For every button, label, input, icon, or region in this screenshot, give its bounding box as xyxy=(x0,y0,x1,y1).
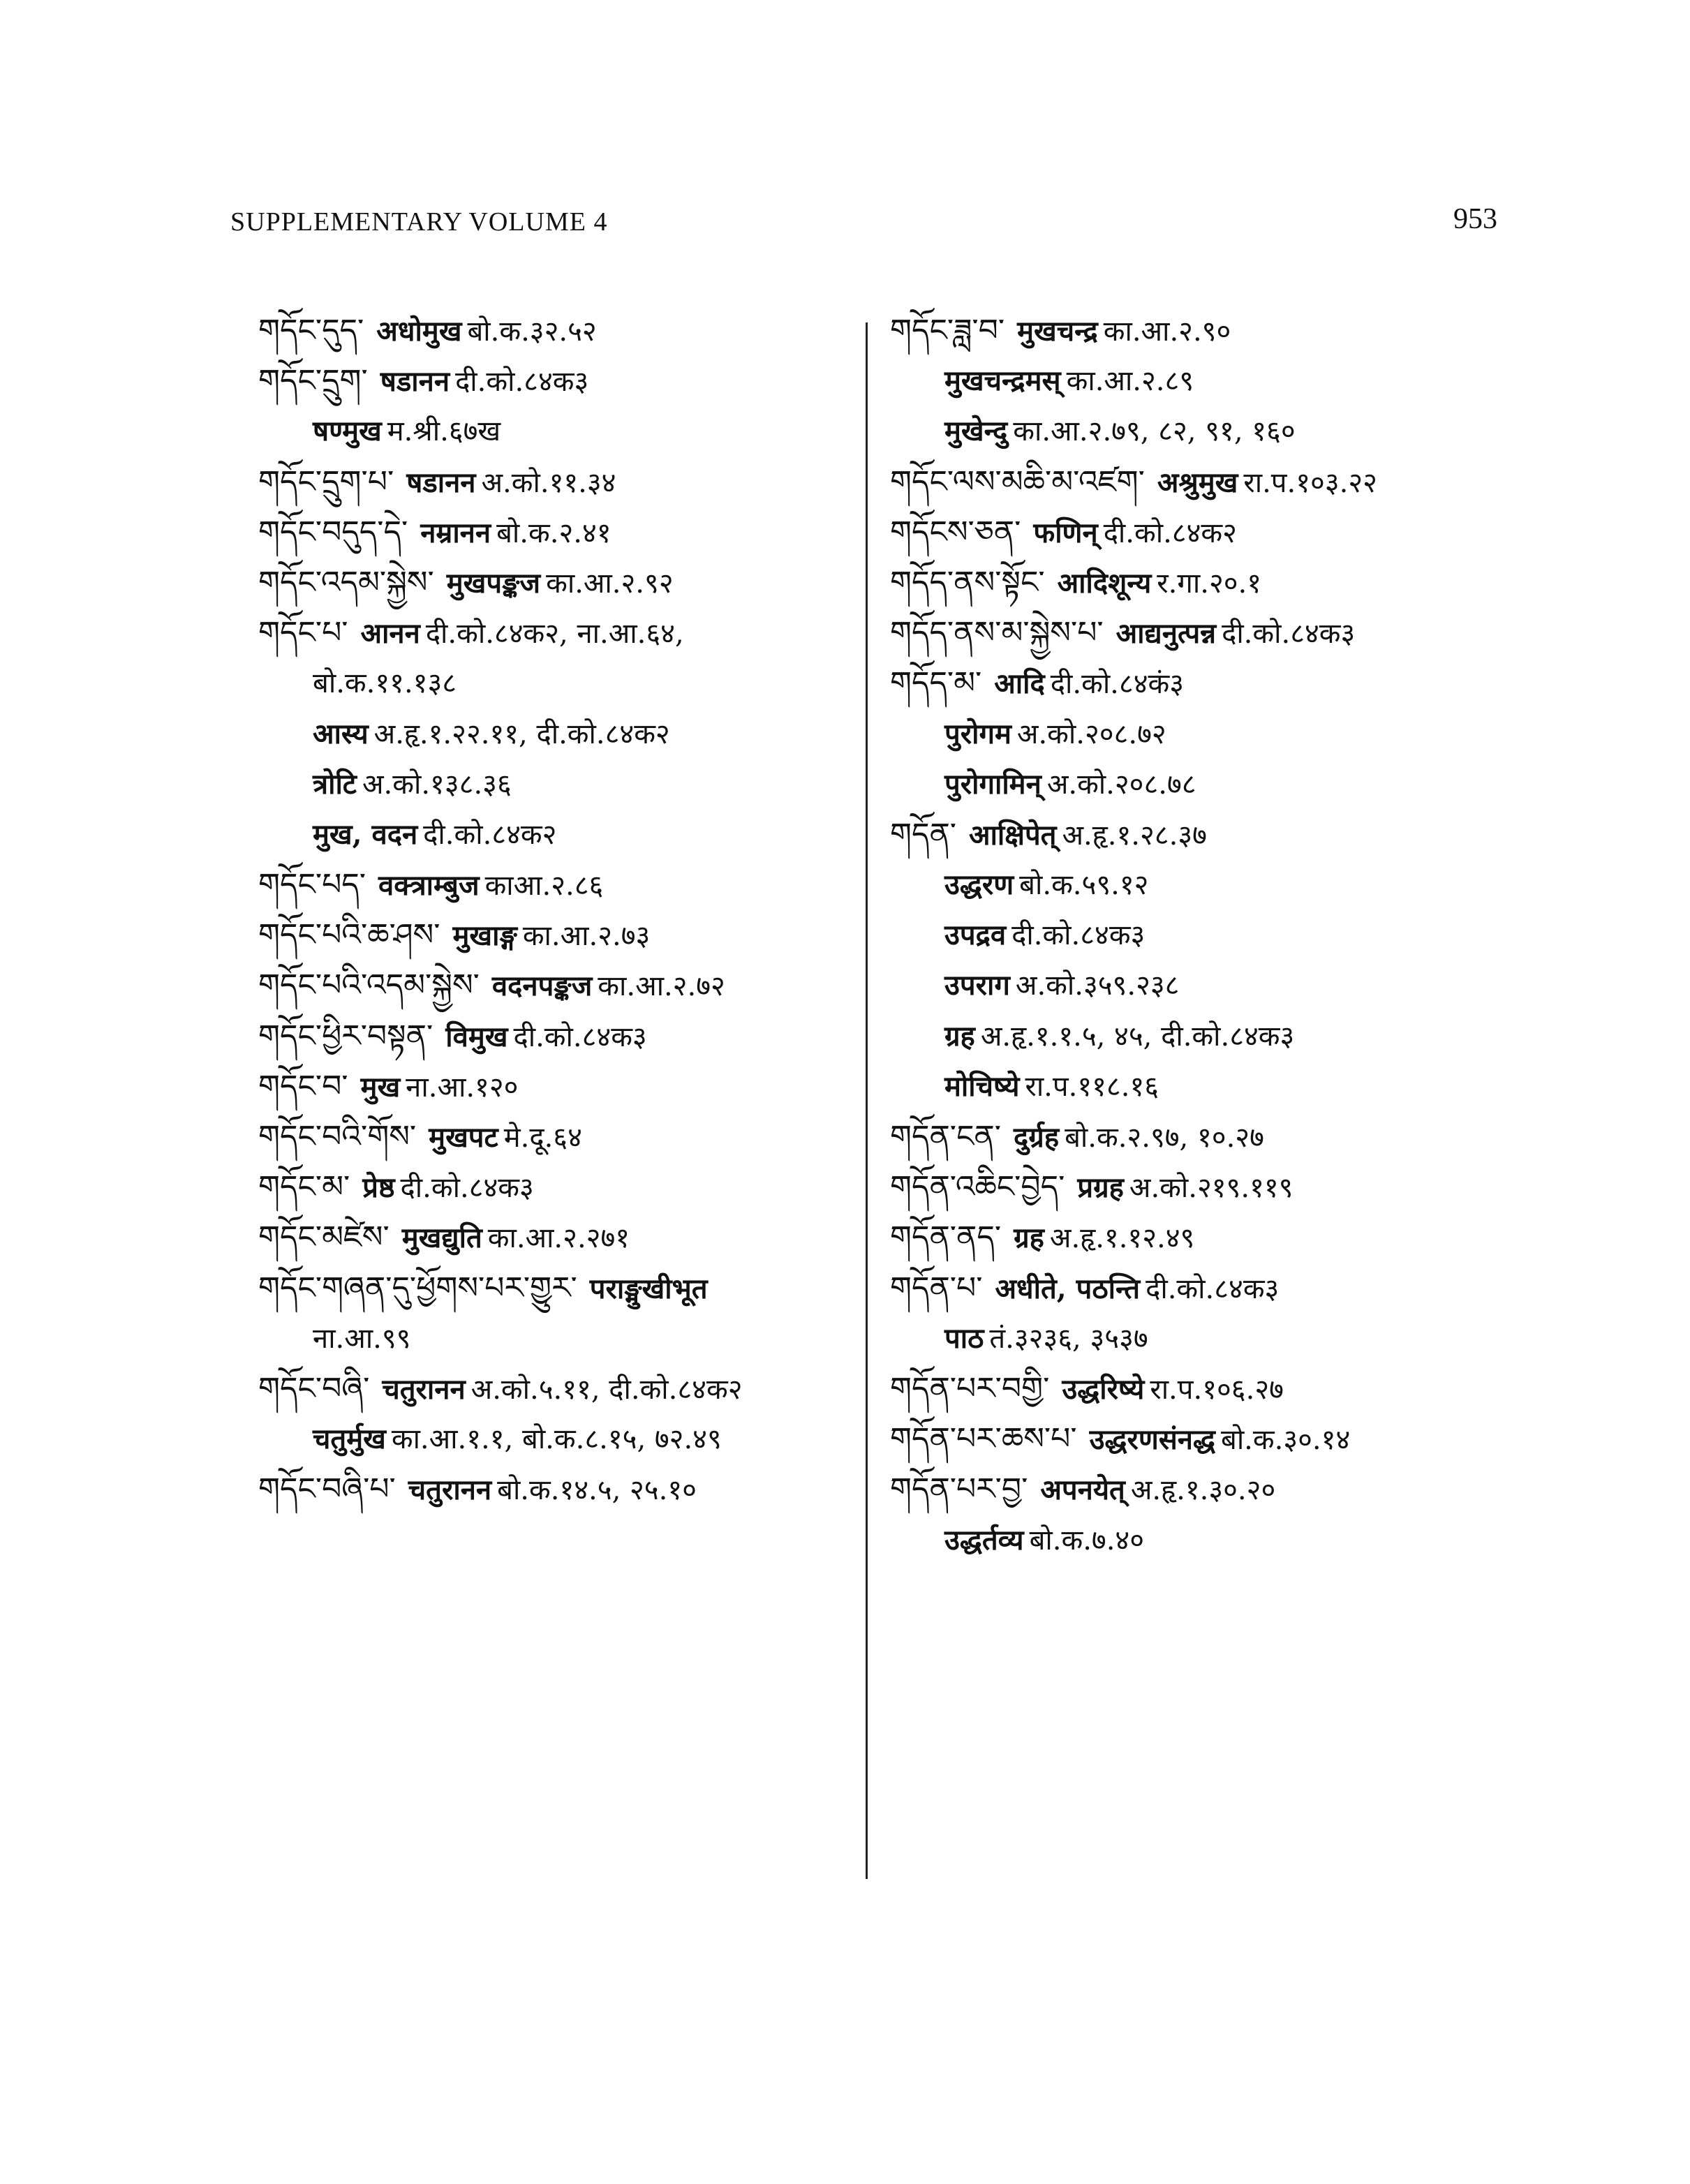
dictionary-entry xyxy=(890,306,1504,356)
source-reference: दी.को.८४क३ xyxy=(400,1172,534,1205)
dictionary-entry xyxy=(258,1263,852,1314)
sanskrit-equivalent: उद्धरिष्ये xyxy=(1062,1372,1145,1406)
sanskrit-equivalent: विमुख xyxy=(445,1020,508,1053)
source-reference: अ.को.११.३४ xyxy=(481,466,616,499)
source-reference: अ.हृ.१.२८.३७ xyxy=(1062,819,1207,852)
source-reference: मे.दू.६४ xyxy=(503,1122,582,1154)
sanskrit-equivalent: मोचिष्ये xyxy=(944,1069,1020,1103)
sub-entry-line xyxy=(258,709,852,759)
dictionary-entry xyxy=(258,558,852,608)
sub-entry-line xyxy=(890,1314,1504,1364)
dictionary-entry xyxy=(890,1162,1504,1212)
sub-entry-line xyxy=(890,1011,1504,1062)
source-reference: अ.हृ.१.२२.११, दी.को.८४क२ xyxy=(373,718,670,750)
tibetan-headword: གདོང་པ་ xyxy=(258,615,348,651)
sanskrit-equivalent: षडानन xyxy=(406,466,476,499)
sanskrit-equivalent: प्रेष्ठ xyxy=(362,1171,395,1205)
sanskrit-equivalent: मुखद्युति xyxy=(401,1221,482,1255)
sanskrit-equivalent: दुर्ग्रह xyxy=(1014,1121,1060,1154)
source-reference: अ.को.२१९.११९ xyxy=(1129,1172,1294,1205)
sub-entry-line xyxy=(890,709,1504,759)
source-reference: दी.को.८४क२ xyxy=(1103,517,1237,549)
dictionary-entry xyxy=(258,457,852,507)
sanskrit-equivalent: प्रग्रह xyxy=(1077,1171,1124,1205)
column-divider xyxy=(866,322,868,1879)
dictionary-entry xyxy=(890,658,1504,708)
dictionary-entry xyxy=(258,306,852,356)
tibetan-headword: གདོད་མ་ xyxy=(890,665,982,701)
sanskrit-equivalent: नम्रानन xyxy=(420,516,491,549)
tibetan-headword: གདོང་གཞན་དུ་ཕྱོགས་པར་གྱུར་ xyxy=(258,1270,577,1306)
sanskrit-equivalent: आद्यनुत्पन्न xyxy=(1115,617,1217,651)
source-reference: दी.को.८४क३ xyxy=(1222,618,1356,651)
sanskrit-equivalent: चतुर्मुख xyxy=(313,1422,386,1456)
sanskrit-equivalent: वदनपङ्कज xyxy=(491,970,593,1003)
left-column xyxy=(258,306,852,1515)
sanskrit-equivalent: षडानन xyxy=(380,365,450,399)
tibetan-headword: གདོང་མཛེས་ xyxy=(258,1219,390,1256)
dictionary-entry xyxy=(258,910,852,960)
tibetan-headword: གདོང་བཞི་ xyxy=(258,1370,370,1406)
dictionary-entry xyxy=(890,608,1504,658)
sanskrit-equivalent: अधीते, पठन्ति xyxy=(995,1272,1141,1305)
source-reference: ना.आ.९९ xyxy=(313,1322,411,1355)
sanskrit-equivalent: मुखाङ्ग xyxy=(452,919,517,953)
source-reference: बो.क.५९.१२ xyxy=(1019,869,1149,902)
source-reference: बो.क.१४.५, २५.१० xyxy=(497,1474,697,1507)
source-reference: दी.को.८४क२, ना.आ.६४, xyxy=(425,618,684,651)
sub-entry-line xyxy=(890,1062,1504,1112)
source-reference: रा.प.१०६.२७ xyxy=(1150,1373,1284,1406)
sanskrit-equivalent: ग्रह xyxy=(1014,1221,1044,1255)
source-reference: अ.को.३५९.२३८ xyxy=(1015,970,1180,1002)
dictionary-entry xyxy=(258,860,852,910)
tibetan-headword: གདོང་བཞི་པ་ xyxy=(258,1471,396,1508)
dictionary-entry xyxy=(258,1062,852,1112)
tibetan-headword: གདོན་པ་ xyxy=(890,1270,983,1306)
right-column xyxy=(890,306,1504,1566)
tibetan-headword: གདོང་མ་ xyxy=(258,1169,350,1205)
dictionary-entry xyxy=(890,457,1504,507)
source-reference: अ.हृ.१.१२.४९ xyxy=(1049,1222,1195,1255)
sanskrit-equivalent: आनन xyxy=(360,617,420,651)
sanskrit-equivalent: पुरोगामिन् xyxy=(944,767,1042,801)
sanskrit-equivalent: उद्धरण xyxy=(944,868,1014,902)
source-reference: दी.को.८४क२ xyxy=(423,818,557,851)
sanskrit-equivalent: मुख xyxy=(360,1070,401,1104)
sub-entry-line xyxy=(890,910,1504,960)
tibetan-headword: གདོང་དྲུག་པ་ xyxy=(258,463,394,500)
tibetan-headword: གདོན་པར་ཆས་པ་ xyxy=(890,1421,1077,1457)
dictionary-entry xyxy=(258,1011,852,1062)
sanskrit-equivalent: मुख, वदन xyxy=(313,817,418,851)
source-reference: र.गा.२०.१ xyxy=(1157,567,1262,600)
tibetan-headword: གདོང་ཕྱིར་བསྟན་ xyxy=(258,1018,433,1054)
sub-entry-line xyxy=(258,810,852,860)
tibetan-headword: གདོན་ xyxy=(890,816,957,852)
sanskrit-equivalent: उपद्रव xyxy=(944,919,1007,952)
tibetan-headword: གདོང་བདུད་དེ་ xyxy=(258,514,408,550)
tibetan-headword: གདོང་བ་ xyxy=(258,1068,348,1104)
dictionary-entry xyxy=(890,1364,1504,1414)
tibetan-headword: གདོང་ཟླ་བ་ xyxy=(890,313,1005,348)
source-reference: का.आ.२.७२ xyxy=(598,970,725,1003)
source-reference: ना.आ.१२० xyxy=(406,1071,519,1104)
source-reference: बो.क.७.४० xyxy=(1029,1524,1145,1557)
tibetan-headword: གདོང་པའི་ཆ་ཤས་ xyxy=(258,917,440,953)
running-head: SUPPLEMENTARY VOLUME 4 xyxy=(230,207,608,237)
source-reference: दी.को.८४क३ xyxy=(1146,1272,1280,1305)
dictionary-entry xyxy=(890,810,1504,860)
sanskrit-equivalent: पराङ्मुखीभूत xyxy=(589,1272,708,1305)
sub-entry-line xyxy=(258,1314,852,1364)
sanskrit-equivalent: वक्त्राम्बुज xyxy=(378,869,480,902)
dictionary-entry xyxy=(890,558,1504,608)
source-reference: बो.क.११.१३८ xyxy=(313,667,457,700)
source-reference: का.आ.२.७९, ८२, ९१, १६० xyxy=(1013,415,1296,448)
source-reference: का.आ.२.७३ xyxy=(522,920,651,953)
source-reference: दी.को.८४क३ xyxy=(455,366,589,399)
source-reference: रा.प.११८.१६ xyxy=(1025,1070,1159,1103)
sanskrit-equivalent: पुरोगम xyxy=(944,717,1011,750)
source-reference: काआ.२.८६ xyxy=(484,870,604,902)
source-reference: बो.क.३०.१४ xyxy=(1220,1424,1351,1457)
source-reference: का.आ.२.९२ xyxy=(546,567,674,600)
source-reference: बो.क.३२.५२ xyxy=(467,315,597,348)
tibetan-headword: གདོང་འདམ་སྐྱེས་ xyxy=(258,564,434,600)
sanskrit-equivalent: मुखेन्दु xyxy=(944,415,1008,448)
tibetan-headword: གདོང་པད་ xyxy=(258,867,366,903)
sub-entry-line xyxy=(258,406,852,456)
sanskrit-equivalent: चतुरानन xyxy=(382,1372,466,1406)
source-reference: दी.को.८४क३ xyxy=(1011,919,1146,952)
dictionary-entry xyxy=(890,1414,1504,1464)
source-reference: का.आ.१.१, बो.क.८.१५, ७२.४९ xyxy=(391,1423,722,1456)
dictionary-entry xyxy=(258,1464,852,1515)
source-reference: तं.३२३६, ३५३७ xyxy=(989,1322,1148,1355)
source-reference: अ.को.१३८.३६ xyxy=(362,768,512,801)
source-reference: रा.प.१०३.२२ xyxy=(1243,466,1377,499)
sanskrit-equivalent: आस्य xyxy=(313,717,369,750)
source-reference: दी.को.८४कं३ xyxy=(1050,668,1185,701)
sanskrit-equivalent: चतुरानन xyxy=(408,1473,492,1507)
sub-entry-line xyxy=(258,1414,852,1464)
sub-entry-line xyxy=(890,759,1504,810)
page-number: 953 xyxy=(1453,203,1497,235)
sub-entry-line xyxy=(890,1515,1504,1566)
sanskrit-equivalent: उद्धरणसंनद्ध xyxy=(1089,1423,1215,1457)
dictionary-entry xyxy=(258,960,852,1011)
sanskrit-equivalent: आक्षिपेत् xyxy=(969,818,1057,852)
sanskrit-equivalent: मुखपङ्कज xyxy=(446,566,541,600)
sub-entry-line xyxy=(890,406,1504,456)
dictionary-entry xyxy=(890,1212,1504,1263)
source-reference: अ.को.२०८.७८ xyxy=(1046,768,1196,801)
source-reference: म.श्री.६७ख xyxy=(387,415,501,448)
source-reference: का.आ.२.२७१ xyxy=(487,1222,630,1255)
tibetan-headword: གདོང་དུད་ xyxy=(258,313,364,348)
source-reference: अ.हृ.१.३०.२० xyxy=(1130,1474,1276,1507)
dictionary-entry xyxy=(890,1112,1504,1162)
tibetan-headword: གདོངས་ཅན་ xyxy=(890,514,1021,550)
sanskrit-equivalent: त्रोटि xyxy=(313,767,357,801)
source-reference: बो.क.२.९७, १०.२७ xyxy=(1065,1122,1264,1154)
dictionary-entry xyxy=(258,356,852,406)
sanskrit-equivalent: अधोमुख xyxy=(376,315,462,348)
sub-entry-line xyxy=(890,860,1504,910)
dictionary-entry xyxy=(258,1212,852,1263)
sanskrit-equivalent: मुखचन्द्रमस् xyxy=(944,364,1061,398)
sanskrit-equivalent: मुखपट xyxy=(429,1121,498,1154)
dictionary-entry xyxy=(890,1263,1504,1314)
sanskrit-equivalent: उद्धर्तव्य xyxy=(944,1523,1024,1557)
dictionary-entry xyxy=(258,608,852,658)
sanskrit-equivalent: आदिशून्य xyxy=(1057,566,1152,600)
sanskrit-equivalent: षण्मुख xyxy=(313,415,382,448)
tibetan-headword: གདོན་པར་བགྱི་ xyxy=(890,1370,1050,1406)
dictionary-entry xyxy=(258,507,852,558)
sanskrit-equivalent: अपनयेत् xyxy=(1040,1473,1125,1507)
tibetan-headword: གདོང་བའི་གོས་ xyxy=(258,1119,417,1154)
tibetan-headword: གདོང་པའི་འདམ་སྐྱེས་ xyxy=(258,967,480,1004)
sanskrit-equivalent: उपराग xyxy=(944,969,1010,1002)
source-reference: का.आ.२.९० xyxy=(1103,315,1231,348)
source-reference: बो.क.२.४१ xyxy=(496,517,611,549)
source-reference: अ.को.२०८.७२ xyxy=(1016,718,1166,750)
sub-entry-line xyxy=(890,960,1504,1011)
tibetan-headword: གདོད་ནས་སྟོང་ xyxy=(890,564,1045,600)
source-reference: दी.को.८४क३ xyxy=(513,1020,647,1053)
dictionary-entry xyxy=(258,1364,852,1414)
dictionary-entry xyxy=(258,1112,852,1162)
source-reference: अ.हृ.१.१.५, ४५, दी.को.८४क३ xyxy=(980,1020,1295,1053)
sanskrit-equivalent: मुखचन्द्र xyxy=(1017,315,1098,348)
sub-entry-line xyxy=(258,658,852,708)
source-reference: अ.को.५.११, दी.को.८४क२ xyxy=(470,1373,743,1406)
tibetan-headword: གདོད་ནས་མ་སྐྱེས་པ་ xyxy=(890,615,1104,651)
sub-entry-line xyxy=(258,759,852,810)
tibetan-headword: གདོན་ནད་ xyxy=(890,1219,1002,1256)
sanskrit-equivalent: फणिन् xyxy=(1033,516,1098,549)
sub-entry-line xyxy=(890,356,1504,406)
tibetan-headword: གདོང་ལས་མཆི་མ་འཛག་ xyxy=(890,463,1145,500)
tibetan-headword: གདོན་ངན་ xyxy=(890,1119,1002,1154)
sanskrit-equivalent: अश्रुमुख xyxy=(1157,466,1238,499)
sanskrit-equivalent: आदि xyxy=(994,667,1045,701)
dictionary-entry xyxy=(258,1162,852,1212)
sanskrit-equivalent: ग्रह xyxy=(944,1019,975,1053)
tibetan-headword: གདོན་པར་བྱ་ xyxy=(890,1471,1028,1508)
tibetan-headword: གདོན་འཆིང་བྱེད་ xyxy=(890,1169,1065,1205)
tibetan-headword: གདོང་དྲུག་ xyxy=(258,363,368,399)
dictionary-entry xyxy=(890,1464,1504,1515)
dictionary-entry xyxy=(890,507,1504,558)
sanskrit-equivalent: पाठ xyxy=(944,1321,984,1355)
source-reference: का.आ.२.८९ xyxy=(1066,365,1194,398)
